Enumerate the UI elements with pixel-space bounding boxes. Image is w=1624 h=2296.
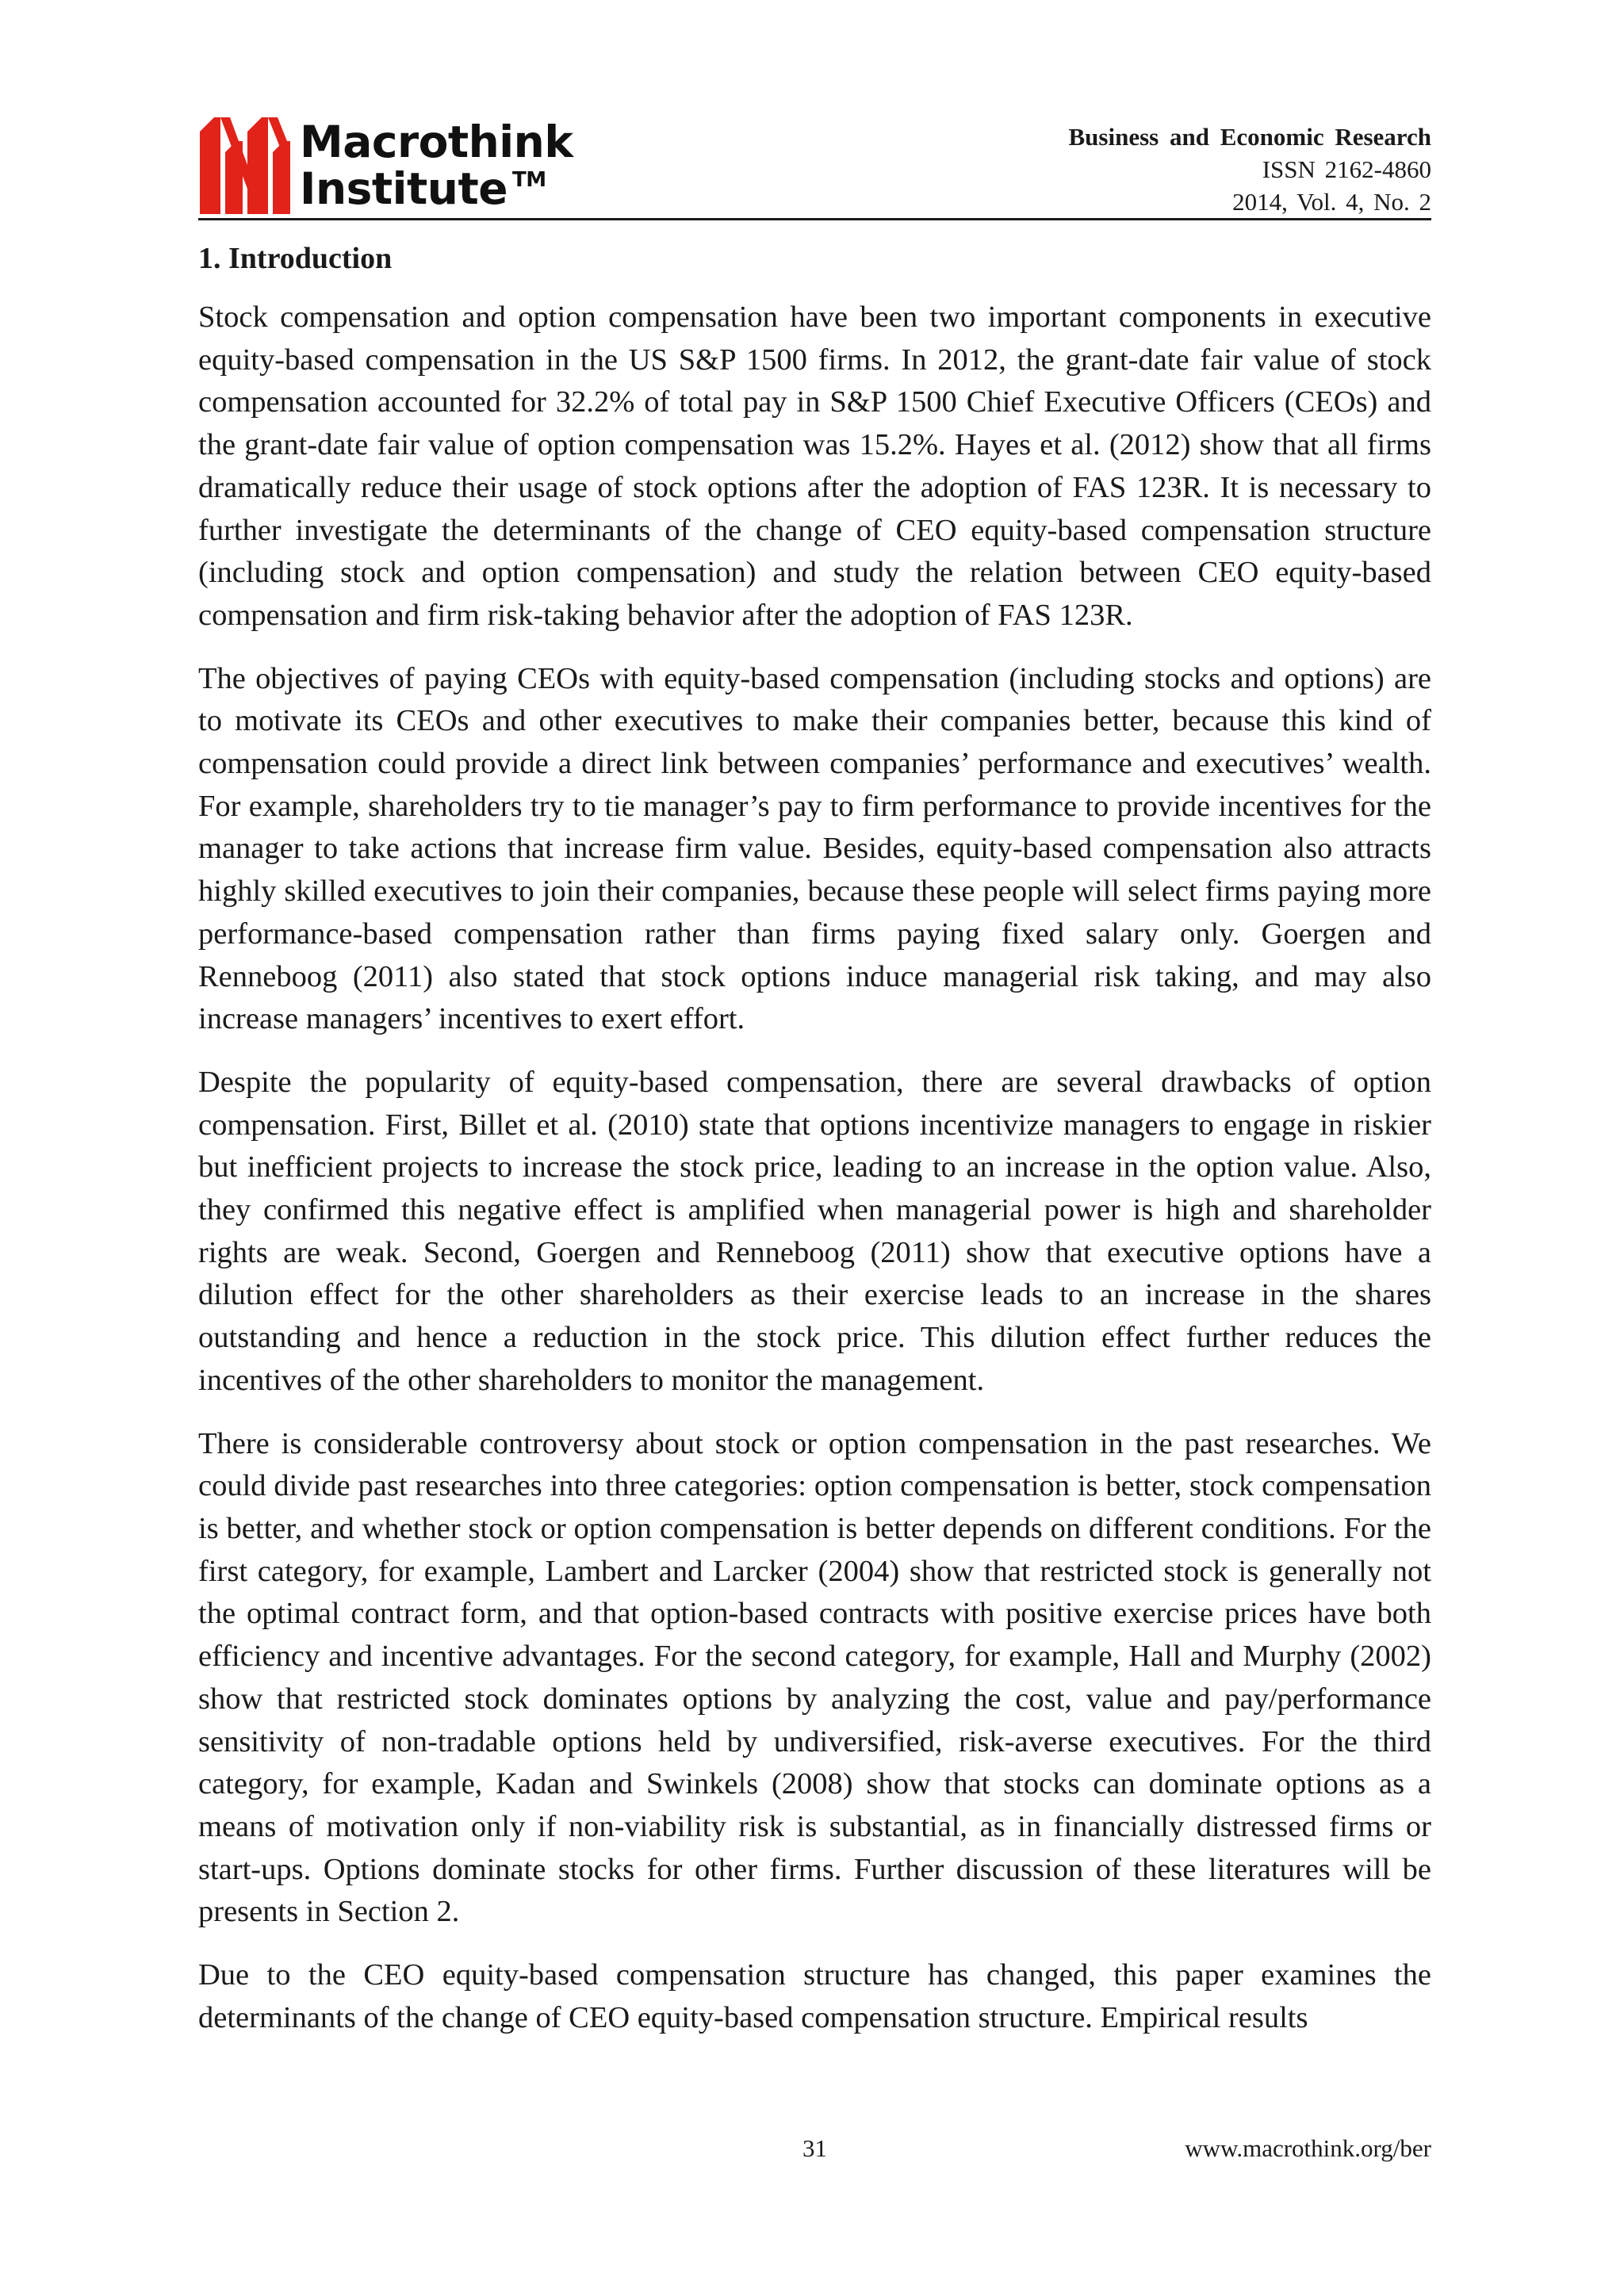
page-number: 31 [802, 2134, 827, 2162]
logo-line-2-text: Institute [300, 163, 508, 214]
page-header [198, 111, 1431, 222]
journal-name: Business and Economic Research [1068, 123, 1431, 151]
paragraph-2: The objectives of paying CEOs with equity-based compensation (including stocks and options) are to motivate its CEOs and other executives to make their companies better, because this kind of compensation could provide a direct link between companies’ performance and executives’ wealth. For example, shareholders try to tie manager’s pay to firm performance to provide incentives for the manager to take actions that increase firm value. Besides, equity-based compensation also attracts highly skilled executives to join their companies, because these people will select firms paying more performance-based compensation rather than firms paying fixed salary only. Goergen and Renneboog (2011) also stated that stock options induce managerial risk taking, and may also increase managers’ incentives to exert effort. [198, 661, 1431, 1036]
journal-meta [1069, 121, 1432, 218]
logo-line-2 [300, 163, 573, 214]
paragraph-5: Due to the CEO equity-based compensation structure has changed, this paper examines the determinants of the change of CEO equity-based compensation structure. Empirical results [198, 1958, 1431, 2034]
section-heading: 1. Introduction [198, 242, 393, 275]
journal-issn: ISSN 2162-4860 [1262, 155, 1431, 183]
logo-trademark: TM [512, 168, 546, 192]
journal-volume-issue: 2014, Vol. 4, No. 2 [1232, 188, 1431, 216]
macrothink-logo-mark-icon [198, 117, 293, 217]
paragraph-1: Stock compensation and option compensation have been two important components in executive equity-based compensation in the US S&P 1500 firms. In 2012, the grant-date fair value of stock compensation accounted for 32.2% of total pay in S&P 1500 Chief Executive Officers (CEOs) and the grant-date fair value of option compensation was 15.2%. Hayes et al. (2012) show that all firms dramatically reduce their usage of stock options after the adoption of FAS 123R. It is necessary to further investigate the determinants of the change of CEO equity-based compensation structure (including stock and option compensation) and study the relation between CEO equity-based compensation and firm risk-taking behavior after the adoption of FAS 123R. [198, 300, 1431, 632]
paragraph-4: There is considerable controversy about stock or option compensation in the past researches. We could divide past researches into three categories: option compensation is better, stock compensation is better, and whether stock or option compensation is better depends on different conditions. For the first category, for example, Lambert and Larcker (2004) show that restricted stock is generally not the optimal contract form, and that option-based contracts with positive exercise prices have both efficiency and incentive advantages. For the second category, for example, Hall and Murphy (2002) show that restricted stock dominates options by analyzing the cost, value and pay/performance sensitivity of non-tradable options held by undiversified, risk-averse executives. For the third category, for example, Kadan and Swinkels (2008) show that stocks can dominate options as a means of motivation only if non-viability risk is substantial, as in financially distressed firms or start-ups. Options dominate stocks for other firms. Further discussion of these literatures will be presents in Section 2. [198, 1426, 1431, 1929]
page-footer [198, 2133, 1431, 2172]
logo-wordmark [300, 117, 573, 214]
journal-url-link[interactable]: www.macrothink.org/ber [1185, 2134, 1431, 2162]
article-body [198, 235, 1431, 2060]
paragraph-3: Despite the popularity of equity-based compensation, there are several drawbacks of option compensation. First, Billet et al. (2010) state that options incentivize managers to engage in riskier but inefficient projects to increase the stock price, leading to an increase in the option value. Also, they confirmed this negative effect is amplified when managerial power is high and shareholder rights are weak. Second, Goergen and Renneboog (2011) show that executive options have a dilution effect for the other shareholders as their exercise leads to an increase in the shares outstanding and hence a reduction in the stock price. This dilution effect further reduces the incentives of the other shareholders to monitor the management. [198, 1065, 1431, 1397]
logo-line-1: Macrothink [300, 117, 573, 167]
publisher-logo [198, 117, 611, 217]
header-divider [198, 218, 1431, 220]
